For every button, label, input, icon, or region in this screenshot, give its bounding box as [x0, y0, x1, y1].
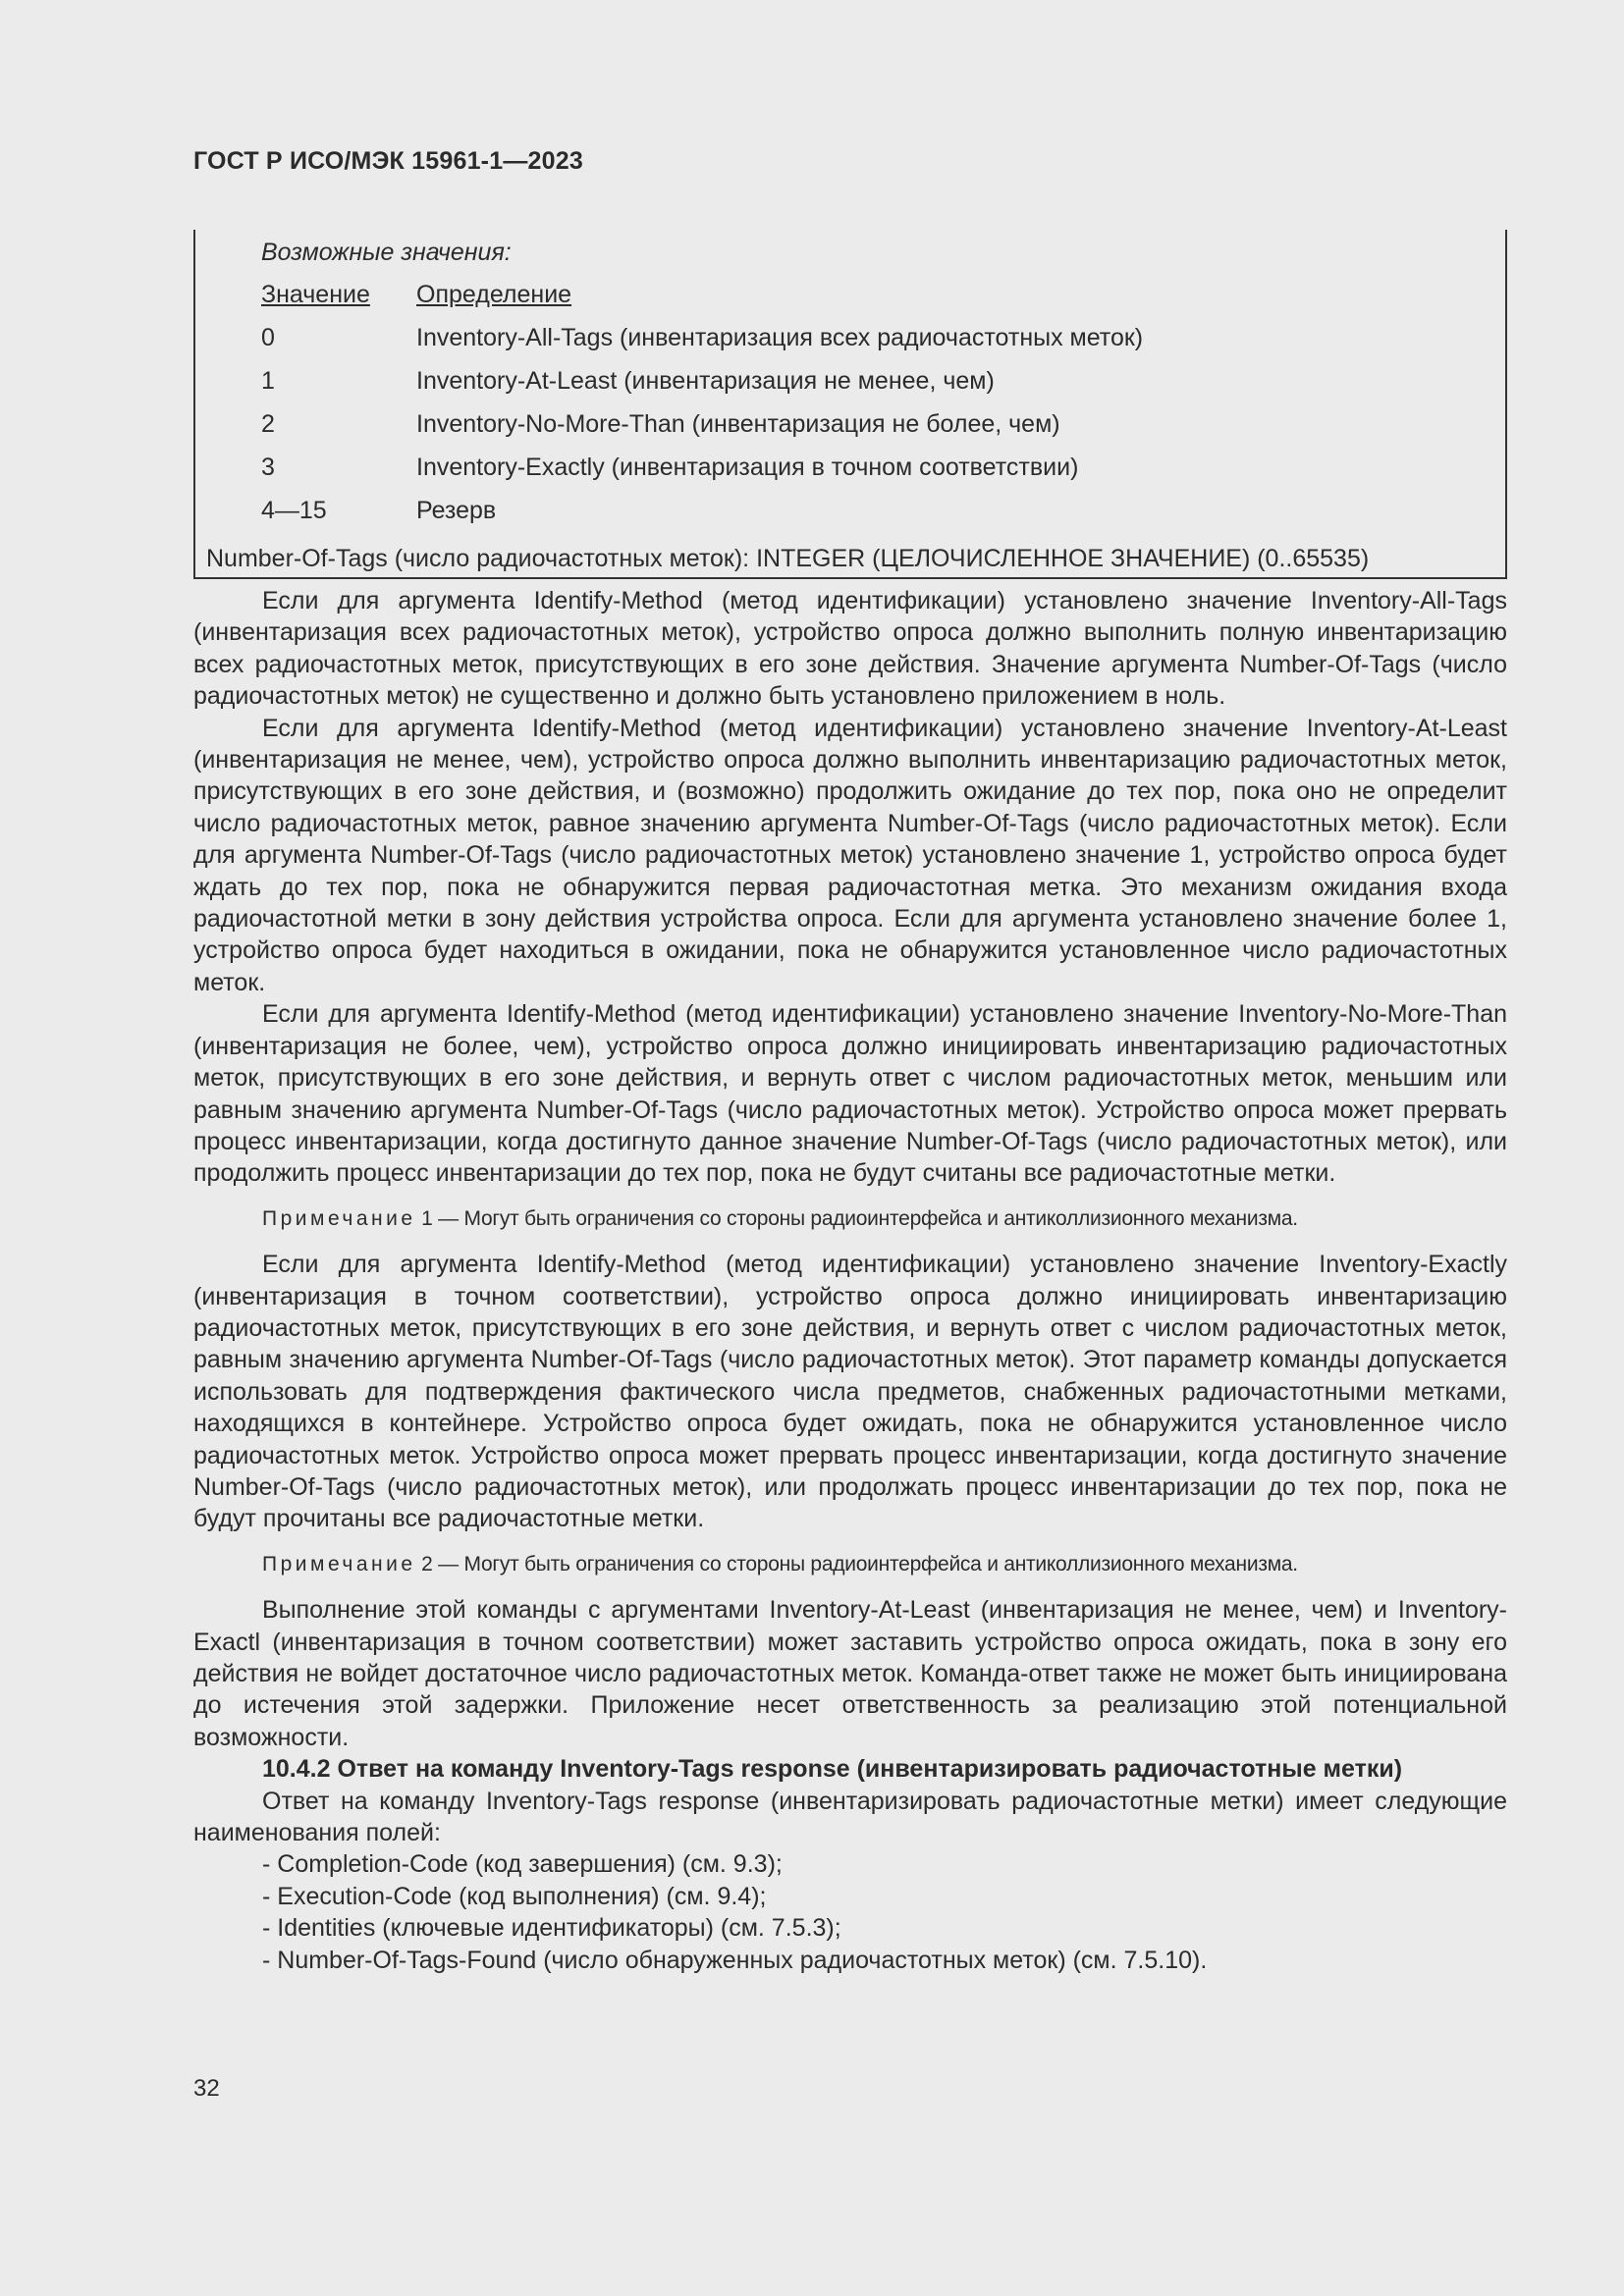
section-heading-10-4-2: 10.4.2 Ответ на команду Inventory-Tags response (инвентаризировать радиочастотные метки) [262, 1755, 1403, 1784]
page-number: 32 [193, 2075, 220, 2102]
row-value: 3 [261, 454, 275, 481]
row-value: 0 [261, 324, 275, 351]
table-row [261, 324, 1143, 367]
values-table-header [261, 281, 1143, 324]
row-definition: Inventory-Exactly (инвентаризация в точном соответствии) [416, 454, 1079, 481]
note-text: 2 — Могут быть ограничения со стороны радиоинтерфейса и антиколлизионного механизма. [415, 1552, 1298, 1575]
body-text [193, 585, 1507, 1976]
note-2 [193, 1549, 1507, 1580]
list-item: - Execution-Code (код выполнения) (см. 9.4); [262, 1882, 767, 1910]
note-label: Примечание [262, 1552, 416, 1575]
list-item: - Identities (ключевые идентификаторы) (см. 7.5.3); [262, 1914, 841, 1943]
column-header-value: Значение [261, 281, 370, 308]
list-item: - Completion-Code (код завершения) (см. 9.3); [262, 1850, 783, 1879]
paragraph-response-fields: Ответ на команду Inventory-Tags response (инвентаризировать радиочастотные метки) имеет следующие наименования полей: [193, 1787, 1507, 1847]
paragraph-execution-delay: Выполнение этой команды с аргументами Inventory-At-Least (инвентаризация не менее, чем) и Inventory-Exactl (инвентаризация в точном соответствии) может заставить устройство опроса ожидать, пока в зону его действия не войдет достаточное число радиочастотных меток. Команда-ответ также не может быть инициирована до истечения этой задержки. Приложение несет ответственность за реализацию этой потенциальной возможности. [193, 1596, 1507, 1751]
row-definition: Inventory-All-Tags (инвентаризация всех радиочастотных меток) [416, 324, 1144, 351]
table-row [261, 367, 1143, 410]
paragraph-inventory-all-tags: Если для аргумента Identify-Method (метод идентификации) установлено значение Inventory-All-Tags (инвентаризация всех радиочастотных меток), устройство опроса должно выполнить полную инвентаризацию всех радиочастотных меток, присутствующих в его зоне действия. Значение аргумента Number-Of-Tags (число радиочастотных меток) не существенно и должно быть установлено приложением в ноль. [193, 587, 1507, 711]
note-text: 1 — Могут быть ограничения со стороны радиоинтерфейса и антиколлизионного механизма. [415, 1206, 1298, 1230]
values-caption: Возможные значения: [261, 239, 512, 266]
number-of-tags-definition: Number-Of-Tags (число радиочастотных меток): INTEGER (ЦЕЛОЧИСЛЕННОЕ ЗНАЧЕНИЕ) (0..65535) [206, 545, 1370, 572]
row-definition: Резерв [416, 497, 497, 524]
table-row [261, 454, 1143, 497]
row-definition: Inventory-At-Least (инвентаризация не менее, чем) [416, 367, 995, 395]
row-definition: Inventory-No-More-Than (инвентаризация не более, чем) [416, 410, 1060, 438]
paragraph-inventory-at-least: Если для аргумента Identify-Method (метод идентификации) установлено значение Inventory-At-Least (инвентаризация не менее, чем), устройство опроса должно выполнить инвентаризацию радиочастотных меток, присутствующих в его зоне действия, и (возможно) продолжить ожидание до тех пор, пока оно не определит число радиочастотных меток, равное значению аргумента Number-Of-Tags (число радиочастотных меток). Если для аргумента Number-Of-Tags (число радиочастотных меток) установлено значение 1, устройство опроса будет ждать до тех пор, пока не обнаружится первая радиочастотная метка. Это механизм ожидания входа радиочастотной метки в зону действия устройства опроса. Если для аргумента установлено значение более 1, устройство опроса будет находиться в ожидании, пока не обнаружится установленное число радиочастотных меток. [193, 714, 1507, 996]
table-row [261, 410, 1143, 454]
values-table [261, 281, 1143, 540]
paragraph-inventory-no-more-than: Если для аргумента Identify-Method (метод идентификации) установлено значение Inventory-No-More-Than (инвентаризация не более, чем), устройство опроса должно инициировать инвентаризацию радиочастотных меток, присутствующих в его зоне действия, и вернуть ответ с числом радиочастотных меток, меньшим или равным значению аргумента Number-Of-Tags (число радиочастотных меток). Устройство опроса может прервать процесс инвентаризации, когда достигнуто данное значение Number-Of-Tags (число радиочастотных меток), или продолжить процесс инвентаризации до тех пор, пока не будут считаны все радиочастотные метки. [193, 1000, 1507, 1188]
paragraph-inventory-exactly: Если для аргумента Identify-Method (метод идентификации) установлено значение Inventory-Exactly (инвентаризация в точном соответствии), устройство опроса должно инициировать инвентаризацию радиочастотных меток, присутствующих в его зоне действия, и вернуть ответ с числом радиочастотных меток, равным значению аргумента Number-Of-Tags (число радиочастотных меток). Этот параметр команды допускается использовать для подтверждения фактического числа предметов, снабженных радиочастотными метками, находящихся в контейнере. Устройство опроса будет ожидать, пока не обнаружится установленное число радиочастотных меток. Устройство опроса может прервать процесс инвентаризации, когда достигнуто значение Number-Of-Tags (число радиочастотных меток), или продолжать процесс инвентаризации до тех пор, пока не будут прочитаны все радиочастотные метки. [193, 1251, 1507, 1533]
row-value: 1 [261, 367, 275, 395]
column-header-definition: Определение [416, 281, 572, 308]
document-code-header: ГОСТ Р ИСО/МЭК 15961-1—2023 [193, 147, 583, 175]
values-box [193, 230, 1507, 579]
list-item: - Number-Of-Tags-Found (число обнаруженных радиочастотных меток) (см. 7.5.10). [262, 1946, 1208, 1974]
row-value: 2 [261, 410, 275, 438]
table-row [261, 497, 1143, 540]
row-value: 4—15 [261, 497, 327, 524]
note-label: Примечание [262, 1206, 416, 1230]
note-1 [193, 1203, 1507, 1235]
